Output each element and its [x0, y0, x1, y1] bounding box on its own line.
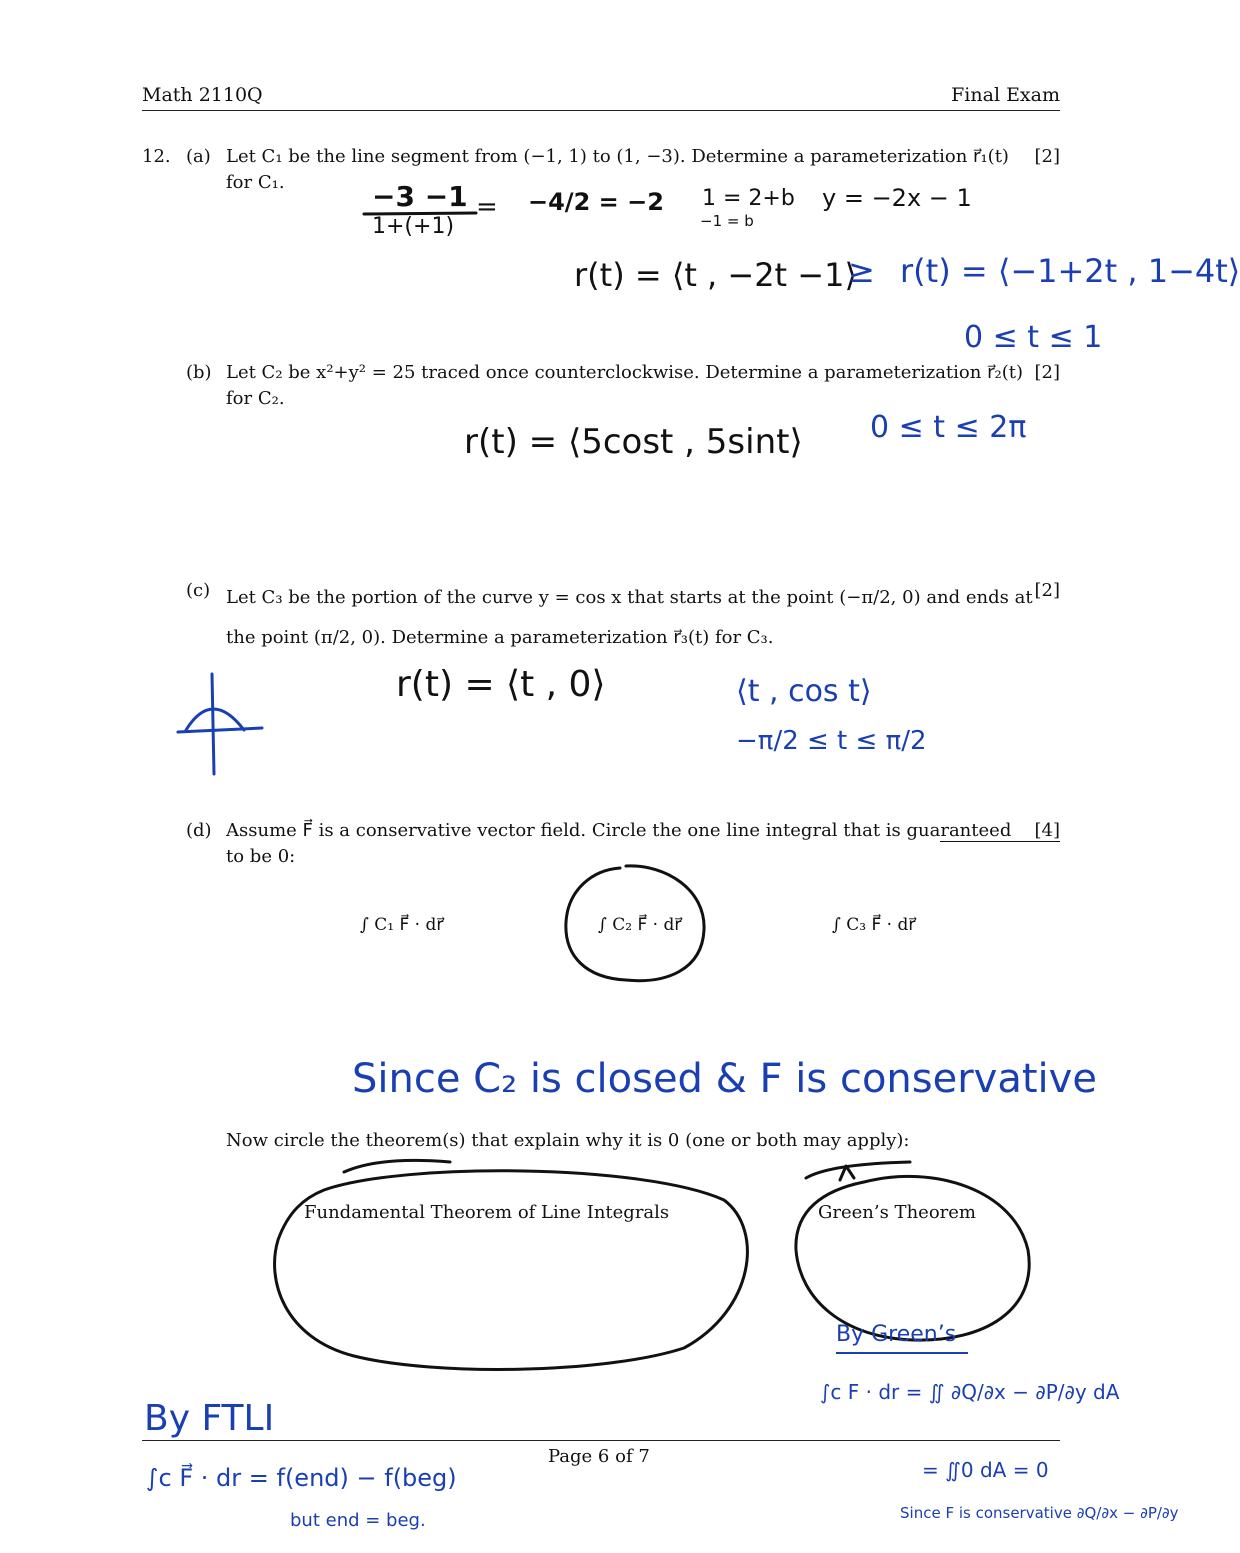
- hand-a-range: 0 ≤ t ≤ 1: [964, 320, 1103, 355]
- hand-d-circle-integral: [556, 860, 716, 990]
- hand-a-eq: =: [476, 192, 498, 222]
- question-number: 12.: [142, 146, 171, 167]
- hand-a-frac: −4/2 = −2: [528, 188, 664, 216]
- part-d-label: (d): [186, 820, 212, 841]
- part-c-label: (c): [186, 580, 211, 601]
- part-a-line2: for C₁.: [226, 172, 285, 193]
- now-circle-text: Now circle the theorem(s) that explain why it is 0 (one or both may apply):: [226, 1130, 910, 1151]
- part-c-line2: the point (π/2, 0). Determine a parameterization r⃗₃(t) for C₃.: [226, 627, 774, 648]
- part-c-line1: Let C₃ be the portion of the curve y = cos x that starts at the point (−π/2, 0) and ends at: [226, 587, 1033, 608]
- header-rule: [142, 110, 1060, 111]
- hand-a-intercept: 1 = 2+b: [702, 186, 795, 211]
- hand-c-range: −π/2 ≤ t ≤ π/2: [736, 726, 927, 756]
- part-a-points: [2]: [1034, 146, 1060, 167]
- course-title: Math 2110Q: [142, 84, 263, 106]
- hand-c-sketch: [172, 664, 268, 784]
- hand-a-param2-arrow: ≥: [848, 252, 875, 290]
- part-a-label: (a): [186, 146, 211, 167]
- theorem-ftli: Fundamental Theorem of Line Integrals: [304, 1202, 670, 1223]
- part-d-line2: to be 0:: [226, 846, 296, 867]
- theorem-green: Green’s Theorem: [818, 1202, 976, 1223]
- hand-c-param-black: r(t) = ⟨t , 0⟩: [396, 664, 606, 705]
- part-d-line1: Assume F⃗ is a conservative vector field. Circle the one line integral that is guaranteed: [226, 820, 1012, 841]
- hand-a-intercept-sub: −1 = b: [700, 212, 754, 230]
- hand-d-since: Since C₂ is closed & F is conservative: [352, 1056, 1097, 1102]
- hand-green-eq2: = ∬0 dA = 0: [922, 1458, 1049, 1482]
- hand-b-range: 0 ≤ t ≤ 2π: [870, 410, 1027, 445]
- page-number: Page 6 of 7: [548, 1446, 650, 1467]
- integral-c1: ∫ C₁ F⃗ · dr⃗: [360, 915, 444, 935]
- footer-rule: [142, 1440, 1060, 1441]
- part-d-points: [4]: [1034, 820, 1060, 841]
- hand-ftli-eq: ∫c F⃗ · dr = f(end) − f(beg): [146, 1464, 457, 1492]
- hand-ftli-note: but end = beg.: [290, 1510, 426, 1531]
- hand-a-slope-den: 1+(+1): [372, 214, 455, 239]
- hand-green-title: By Green’s: [836, 1322, 957, 1347]
- part-c-text: [226, 578, 1066, 658]
- hand-a-slope-num: −3 −1: [372, 180, 468, 213]
- hand-b-param: r(t) = ⟨5cost , 5sint⟩: [464, 422, 803, 462]
- hand-a-line: y = −2x − 1: [822, 184, 972, 212]
- hand-circle-ftli: [264, 1160, 764, 1380]
- exam-title: Final Exam: [951, 84, 1060, 106]
- integral-c2: ∫ C₂ F⃗ · dr⃗: [598, 915, 682, 935]
- part-a-line1: Let C₁ be the line segment from (−1, 1) to (1, −3). Determine a parameterization r⃗₁(t): [226, 146, 1009, 167]
- part-b-line1: Let C₂ be x²+y² = 25 traced once counterclockwise. Determine a parameterization r⃗₂(t): [226, 362, 1023, 383]
- part-c-points: [2]: [1034, 580, 1060, 601]
- hand-ftli-title: By FTLI: [144, 1398, 275, 1439]
- hand-a-param1: r(t) = ⟨t , −2t −1⟩: [574, 256, 857, 294]
- hand-green-underline: [836, 1352, 968, 1354]
- hand-green-note: Since F is conservative ∂Q/∂x − ∂P/∂y: [900, 1504, 1179, 1522]
- part-b-label: (b): [186, 362, 212, 383]
- hand-green-eq: ∫c F · dr = ∬ ∂Q/∂x − ∂P/∂y dA: [820, 1380, 1120, 1404]
- integral-c3: ∫ C₃ F⃗ · dr⃗: [832, 915, 916, 935]
- hand-a-param2: r(t) = ⟨−1+2t , 1−4t⟩: [900, 252, 1240, 290]
- part-b-points: [2]: [1034, 362, 1060, 383]
- part-b-text: [226, 360, 1066, 412]
- hand-c-param-blue: ⟨t , cos t⟩: [736, 674, 872, 709]
- part-b-line2: for C₂.: [226, 388, 285, 409]
